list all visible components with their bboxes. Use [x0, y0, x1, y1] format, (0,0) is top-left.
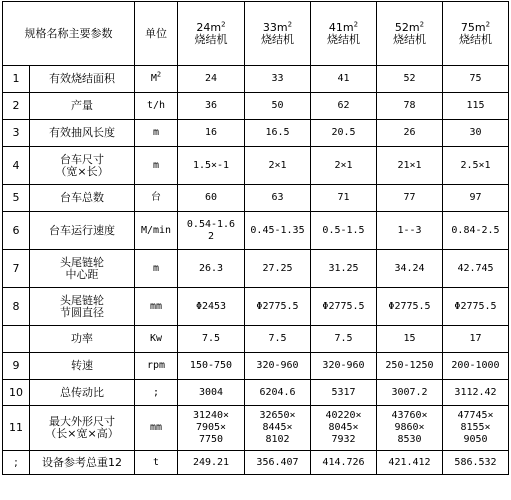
value-text: 77 — [403, 192, 416, 203]
value-cell — [178, 250, 245, 288]
value-cell — [311, 212, 377, 250]
header-model-3 — [311, 2, 377, 66]
value-cell — [377, 380, 443, 406]
row-unit — [135, 406, 178, 451]
value-cell — [443, 288, 509, 326]
value-cell — [178, 66, 245, 93]
value-cell — [178, 406, 245, 451]
value-text: Φ2775.5 — [322, 300, 365, 312]
value-cell — [178, 120, 245, 147]
value-text: 3007.2 — [391, 386, 428, 398]
value-cell — [443, 66, 509, 93]
row-number: ; — [3, 451, 30, 475]
value-cell — [178, 288, 245, 326]
value-text: 115 — [466, 100, 485, 111]
value-cell — [178, 326, 245, 353]
value-cell — [377, 326, 443, 353]
value-text: 42.745 — [457, 262, 494, 274]
row-param — [30, 250, 135, 288]
model-area: $75m^2$ — [460, 19, 491, 34]
value-text: 7750 — [198, 434, 224, 445]
value-cell — [443, 353, 509, 380]
value-text: 7.5 — [334, 333, 353, 344]
model-area: $33m^2$ — [262, 19, 293, 34]
row-unit — [135, 185, 178, 212]
value-text: 0.84-2.5 — [451, 224, 500, 236]
value-cell — [377, 120, 443, 147]
value-text: 2×1 — [334, 159, 353, 171]
unit-label: t — [152, 456, 160, 468]
value-cell — [245, 93, 311, 120]
value-cell — [311, 147, 377, 185]
value-text: 8102 — [265, 434, 290, 445]
model-area: $41m^2$ — [328, 19, 359, 34]
row-unit — [135, 66, 178, 93]
unit-label: m — [152, 262, 160, 274]
value-text: 250-1250 — [385, 360, 434, 371]
param-label: （长×宽×高） — [45, 427, 119, 440]
value-cell — [178, 93, 245, 120]
row-number: 5 — [3, 185, 30, 212]
value-text: 26.3 — [198, 262, 224, 274]
row-param — [30, 93, 135, 120]
row-number: 8 — [3, 288, 30, 326]
value-cell — [377, 212, 443, 250]
unit-label: Kw — [149, 333, 163, 344]
value-cell — [245, 451, 311, 475]
row-param — [30, 326, 135, 353]
value-cell — [245, 147, 311, 185]
value-text: 7905× — [195, 422, 227, 433]
value-text: 16 — [204, 127, 218, 138]
header-model-4 — [377, 2, 443, 66]
value-cell — [245, 120, 311, 147]
unit-label: M — [150, 73, 157, 84]
value-cell — [245, 212, 311, 250]
value-text: 31240× — [192, 410, 230, 421]
param-label: 转速 — [71, 359, 93, 372]
value-cell — [377, 451, 443, 475]
value-text: 8155× — [460, 422, 491, 433]
value-text: 50 — [271, 100, 284, 111]
row-unit — [135, 250, 178, 288]
value-cell — [311, 326, 377, 353]
param-label: 头尾链轮 — [60, 255, 104, 269]
value-text: 0.5-1.5 — [322, 224, 365, 236]
spec-table — [2, 1, 509, 475]
value-text: 3004 — [198, 386, 224, 398]
row-param — [30, 353, 135, 380]
header-model-5 — [443, 2, 509, 66]
header-unit-label: 单位 — [145, 26, 167, 40]
model-area-sup: 2 — [419, 19, 425, 28]
value-text: 1.5×-1 — [192, 159, 230, 171]
value-text: 356.407 — [256, 456, 299, 468]
value-text: 26 — [403, 127, 416, 138]
value-text: Φ2775.5 — [256, 300, 299, 312]
value-text: 41 — [337, 73, 350, 84]
value-text: 17 — [469, 333, 482, 344]
model-name: 烧结机 — [327, 32, 360, 46]
row-number: 11 — [3, 406, 30, 451]
row-number: 4 — [3, 147, 30, 185]
table-row — [3, 212, 509, 250]
row-unit — [135, 326, 178, 353]
value-text: 5317 — [331, 386, 356, 398]
table-row — [3, 93, 509, 120]
param-label: 最大外形尺寸 — [49, 415, 115, 428]
value-text: 71 — [337, 192, 350, 203]
row-unit — [135, 288, 178, 326]
value-text: 320-960 — [322, 360, 365, 371]
value-cell — [245, 66, 311, 93]
row-param — [30, 147, 135, 185]
row-param — [30, 212, 135, 250]
value-text: 33 — [271, 73, 284, 84]
row-param — [30, 66, 135, 93]
row-unit — [135, 120, 178, 147]
header-model-1 — [178, 2, 245, 66]
value-cell — [245, 185, 311, 212]
row-number — [3, 326, 30, 353]
value-text: 2×1 — [268, 159, 287, 171]
param-label: 设备参考总重12 — [42, 455, 122, 469]
value-cell — [377, 250, 443, 288]
row-param — [30, 451, 135, 475]
table-row — [3, 406, 509, 451]
value-text: 8530 — [397, 434, 422, 445]
row-unit — [135, 353, 178, 380]
value-text: 9050 — [463, 434, 488, 445]
param-label: 节圆直径 — [60, 305, 104, 319]
model-area-sup: 2 — [221, 19, 226, 28]
value-text: Φ2775.5 — [388, 300, 431, 312]
value-cell — [377, 288, 443, 326]
value-text: Φ2453 — [195, 300, 227, 312]
value-text: 20.5 — [331, 127, 356, 138]
header-model-2 — [245, 2, 311, 66]
model-name: 烧结机 — [194, 32, 228, 46]
header-row — [3, 2, 509, 66]
value-text: 24 — [204, 73, 218, 84]
value-cell — [178, 185, 245, 212]
row-param — [30, 406, 135, 451]
param-label: 台车尺寸 — [60, 152, 104, 166]
model-area-sup: 2 — [353, 19, 359, 28]
unit-label: m — [152, 159, 160, 171]
value-text: Φ2775.5 — [454, 300, 497, 312]
value-text: 1--3 — [397, 224, 422, 236]
value-text: 249.21 — [192, 456, 230, 468]
value-text: 2.5×1 — [460, 159, 491, 171]
value-cell — [245, 288, 311, 326]
value-text: 414.726 — [322, 456, 365, 468]
value-text: 27.25 — [262, 262, 293, 274]
param-label: 总传动比 — [60, 385, 104, 399]
value-cell — [443, 185, 509, 212]
row-number: 7 — [3, 250, 30, 288]
model-name: 烧结机 — [393, 32, 426, 46]
value-text: 9860× — [394, 422, 425, 433]
value-cell — [178, 353, 245, 380]
table-row — [3, 288, 509, 326]
value-cell — [443, 380, 509, 406]
value-cell — [311, 380, 377, 406]
value-cell — [443, 451, 509, 475]
value-cell — [311, 451, 377, 475]
value-cell — [311, 288, 377, 326]
unit-label: M/min — [140, 224, 172, 236]
param-label: 产量 — [71, 99, 93, 112]
value-cell — [311, 120, 377, 147]
value-text: 16.5 — [265, 127, 290, 138]
row-param — [30, 120, 135, 147]
value-text: 60 — [204, 192, 218, 203]
row-number: 3 — [3, 120, 30, 147]
row-param — [30, 380, 135, 406]
model-area-sup: 2 — [485, 19, 491, 28]
value-text: 2 — [207, 230, 215, 242]
value-text: 30 — [469, 127, 482, 138]
value-text: 0.54-1.6 — [186, 218, 236, 230]
value-cell — [245, 353, 311, 380]
row-number: 9 — [3, 353, 30, 380]
value-text: 52 — [403, 73, 416, 84]
unit-label: ; — [152, 386, 160, 398]
value-text: 75 — [469, 73, 482, 84]
table-row — [3, 66, 509, 93]
unit-label: m — [152, 127, 160, 138]
value-text: 97 — [469, 192, 482, 203]
value-text: 31.25 — [328, 262, 359, 274]
row-unit — [135, 93, 178, 120]
value-text: 6204.6 — [259, 386, 296, 398]
value-text: 63 — [271, 192, 284, 203]
model-area: $52m^2$ — [394, 19, 425, 34]
value-cell — [311, 353, 377, 380]
value-text: 36 — [204, 100, 218, 111]
value-cell — [377, 406, 443, 451]
value-cell — [443, 250, 509, 288]
param-label: 有效烧结面积 — [49, 72, 115, 85]
table-row — [3, 120, 509, 147]
value-cell — [245, 406, 311, 451]
value-text: 34.24 — [394, 262, 425, 274]
unit-label: rpm — [146, 360, 166, 371]
value-cell — [311, 250, 377, 288]
table-row — [3, 185, 509, 212]
value-text: 3112.42 — [454, 386, 497, 398]
param-label: 中心距 — [65, 267, 99, 281]
value-cell — [178, 212, 245, 250]
value-cell — [178, 451, 245, 475]
value-cell — [311, 185, 377, 212]
param-label: 台车运行速度 — [49, 223, 115, 237]
row-unit — [135, 212, 178, 250]
value-text: 421.412 — [388, 456, 431, 468]
value-text: 32650× — [259, 410, 296, 421]
row-number: 6 — [3, 212, 30, 250]
value-text: 320-960 — [256, 360, 299, 371]
unit-label: t/h — [146, 100, 166, 111]
value-cell — [443, 147, 509, 185]
value-text: 7.5 — [201, 333, 221, 344]
value-cell — [178, 380, 245, 406]
row-param — [30, 185, 135, 212]
value-cell — [377, 93, 443, 120]
value-text: 0.45-1.35 — [250, 224, 305, 236]
header-param-label: 规格名称主要参数 — [24, 26, 113, 40]
header-unit-cell — [135, 2, 178, 66]
value-cell — [443, 406, 509, 451]
table-row — [3, 451, 509, 475]
value-text: 78 — [403, 100, 416, 111]
value-text: 15 — [403, 333, 416, 344]
value-text: 150-750 — [189, 360, 233, 371]
value-cell — [178, 147, 245, 185]
value-text: 40220× — [325, 410, 362, 421]
value-cell — [443, 212, 509, 250]
header-param-cell — [3, 2, 135, 66]
value-cell — [443, 326, 509, 353]
unit-sup: 2 — [156, 70, 162, 79]
row-unit — [135, 380, 178, 406]
param-label: 功率 — [71, 332, 93, 345]
table-row — [3, 326, 509, 353]
table-row — [3, 147, 509, 185]
value-text: 47745× — [457, 410, 494, 421]
param-label: 有效抽风长度 — [49, 126, 115, 139]
value-cell — [443, 93, 509, 120]
value-text: 8445× — [262, 422, 293, 433]
value-text: 21×1 — [397, 159, 422, 171]
row-number: 1 — [3, 66, 30, 93]
value-text: 7932 — [331, 434, 356, 445]
value-text: 7.5 — [268, 333, 287, 344]
value-cell — [377, 185, 443, 212]
unit-label: mm — [149, 422, 163, 433]
model-name: 烧结机 — [261, 32, 294, 46]
model-area: $24m^2$ — [196, 19, 226, 34]
model-area-sup: 2 — [287, 19, 293, 28]
value-text: 62 — [337, 100, 350, 111]
row-unit — [135, 147, 178, 185]
table-row — [3, 250, 509, 288]
row-number: 2 — [3, 93, 30, 120]
param-label: 头尾链轮 — [60, 293, 104, 307]
value-cell — [245, 326, 311, 353]
table-row — [3, 380, 509, 406]
value-cell — [245, 380, 311, 406]
row-number: 10 — [3, 380, 30, 406]
value-cell — [245, 250, 311, 288]
value-text: 586.532 — [454, 456, 497, 468]
value-text: 43760× — [391, 410, 428, 421]
value-text: 200-1000 — [451, 360, 500, 371]
param-label: （宽×长） — [55, 164, 109, 178]
value-cell — [443, 120, 509, 147]
value-text: 8045× — [328, 422, 359, 433]
value-cell — [377, 147, 443, 185]
value-cell — [377, 66, 443, 93]
value-cell — [377, 353, 443, 380]
row-unit — [135, 451, 178, 475]
value-cell — [311, 66, 377, 93]
row-param — [30, 288, 135, 326]
unit-label: mm — [149, 300, 163, 312]
table-row — [3, 353, 509, 380]
model-name: 烧结机 — [459, 32, 492, 46]
unit-label: 台 — [151, 192, 161, 203]
value-cell — [311, 406, 377, 451]
value-cell — [311, 93, 377, 120]
param-label: 台车总数 — [60, 191, 104, 204]
